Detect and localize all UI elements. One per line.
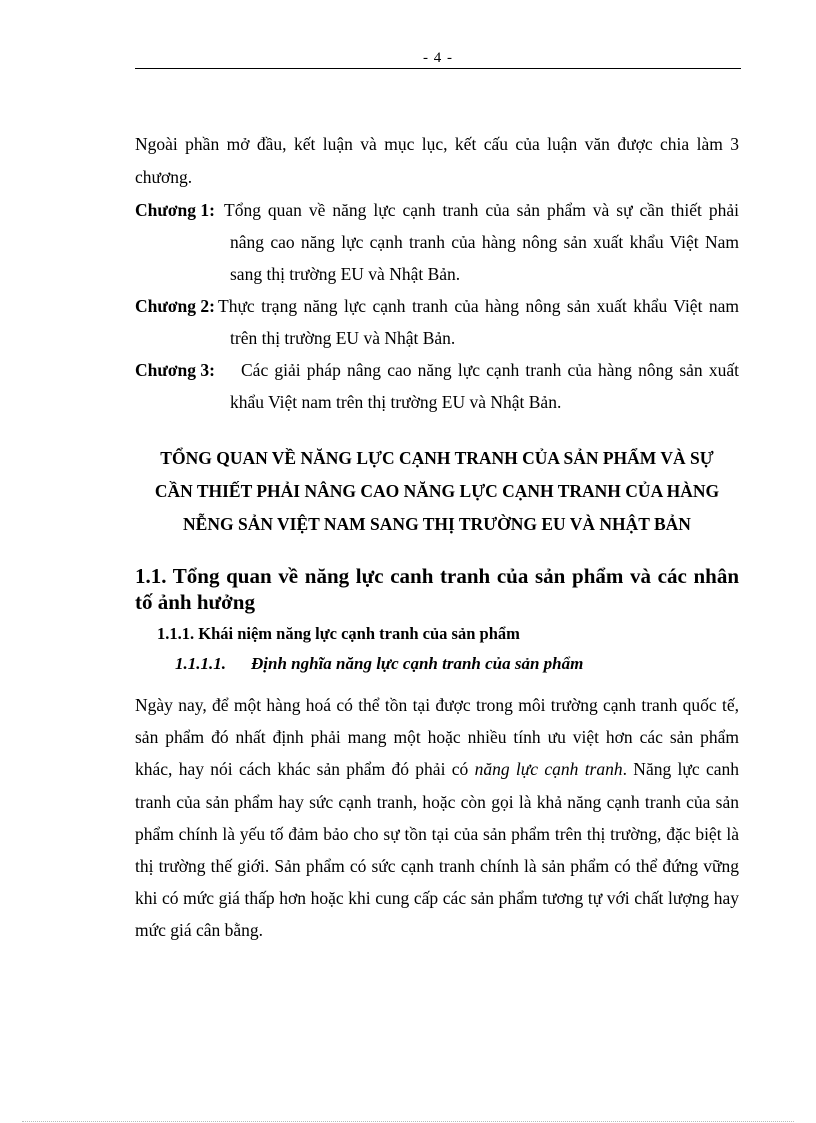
page-bottom-border bbox=[22, 1121, 794, 1122]
intro-paragraph: Ngoài phần mở đầu, kết luận và mục lục, kết cấu của luận văn được chia làm 3 chương. bbox=[135, 134, 739, 187]
chapter-2-entry bbox=[135, 290, 739, 354]
page-content bbox=[135, 128, 739, 964]
chapter-1-text: Tổng quan về năng lực cạnh tranh của sản phẩm và sự cần thiết phải nâng cao năng lực cạnh tranh của hàng nông sản xuất khẩu Việt Nam sang thị trường EU và Nhật Bản. bbox=[224, 200, 739, 284]
chapter-3-label: Chương 3: bbox=[135, 360, 215, 380]
header-rule bbox=[135, 68, 741, 69]
chapter-1-label: Chương 1: bbox=[135, 200, 215, 220]
heading-1-1-1-1 bbox=[175, 649, 739, 679]
body-paragraph bbox=[135, 689, 739, 947]
chapter-2-text: Thực trạng năng lực cạnh tranh của hàng nông sản xuất khẩu Việt nam trên thị trường EU và Nhật Bản. bbox=[218, 296, 739, 348]
page-number: - 4 - bbox=[423, 50, 453, 66]
body-emphasis: năng lực cạnh tranh bbox=[474, 759, 623, 780]
heading-title: Định nghĩa năng lực cạnh tranh của sản phẩm bbox=[251, 654, 584, 673]
heading-1-1-1: 1.1.1. Khái niệm năng lực cạnh tranh của sản phẩm bbox=[157, 624, 520, 643]
chapter-3-entry bbox=[135, 354, 739, 418]
heading-number: 1.1.1.1. bbox=[175, 654, 226, 673]
body-text-1: Ngày nay, để một hàng hoá có thể tồn tại được trong môi trường cạnh tranh quốc tế, sản phẩm đó nhất định phải mang một hoặc nhiều tính ưu việt hơn các sản phẩm khác, hay nói cách khác sản phẩm đó phải có bbox=[135, 695, 739, 780]
chapter-3-text: Các giải pháp nâng cao năng lực cạnh tranh của hàng nông sản xuất khẩu Việt nam trên thị trường EU và Nhật Bản. bbox=[230, 360, 739, 412]
chapter-2-label: Chương 2: bbox=[135, 296, 215, 316]
body-text-2: . Năng lực canh tranh của sản phẩm hay sức cạnh tranh, hoặc còn gọi là khả năng cạnh tranh của sản phẩm chính là yếu tố đảm bảo cho sự tồn tại của sản phẩm trên thị trường, đặc biệt là thị trường thế giới. Sản phẩm có sức cạnh tranh chính là sản phẩm có thể đứng vững khi có mức giá thấp hơn hoặc khi cung cấp các sản phẩm tương tự với chất lượng hay mức giá cân bằng. bbox=[135, 759, 739, 941]
heading-1-1: 1.1. Tổng quan về năng lực canh tranh của sản phẩm và các nhân tố ảnh hưởng bbox=[135, 564, 739, 614]
chapter-1-entry bbox=[135, 194, 739, 290]
section-title: TỔNG QUAN VỀ NĂNG LỰC CẠNH TRANH CỦA SẢN PHẨM VÀ SỰ CẦN THIẾT PHẢI NÂNG CAO NĂNG LỰC CẠNH TRANH CỦA HÀNG NỄNG SẢN VIỆT NAM SANG THỊ TRƯỜNG EU VÀ NHẬT BẢN bbox=[154, 448, 720, 534]
